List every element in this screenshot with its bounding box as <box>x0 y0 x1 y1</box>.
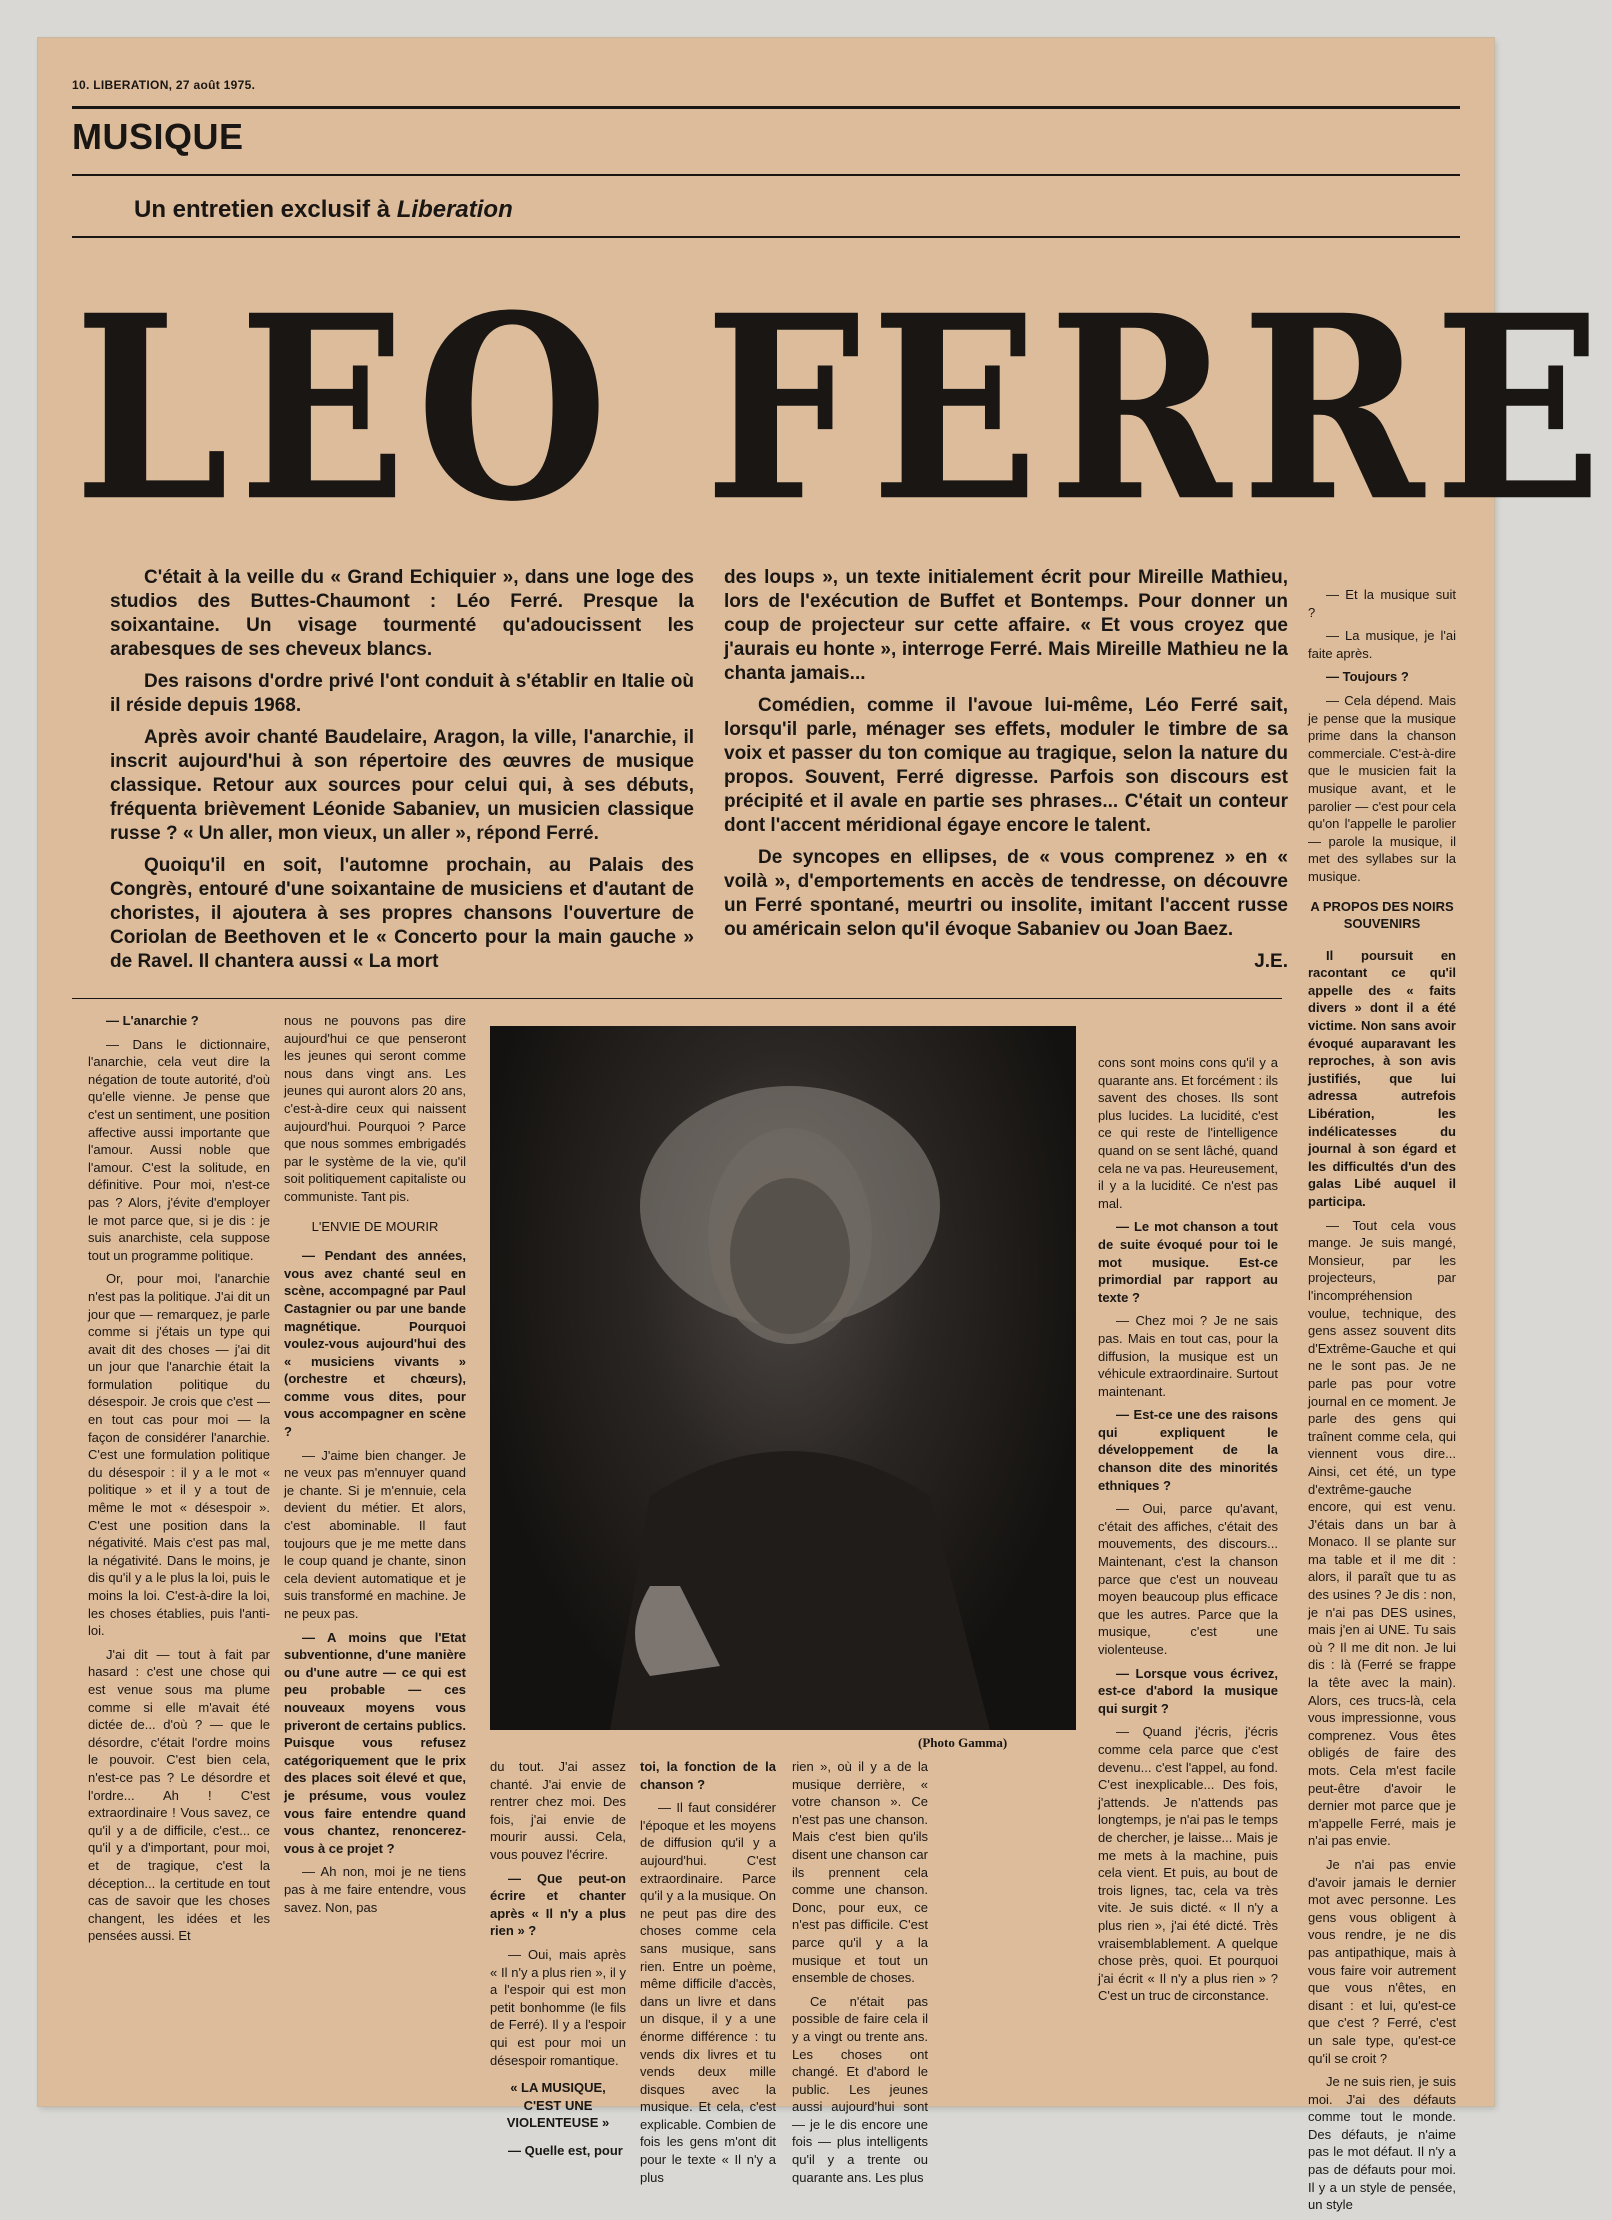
column-c-paragraph: — Quelle est, pour <box>508 2142 623 2158</box>
intro-paragraph: Des raisons d'ordre privé l'ont conduit à s'établir en Italie où il réside depuis 1968. <box>110 671 694 716</box>
subtitle-rule <box>72 236 1460 238</box>
column-c-paragraph: du tout. J'ai assez chanté. J'ai envie de rentrer chez moi. Des fois, j'ai envie de mourir aussi. Cela, vous pouvez l'écrire. <box>490 1759 626 1862</box>
right-paragraph: Il poursuit en racontant ce qu'il appelle des « faits divers » dont il a été victime. Non sans avoir évoqué auparavant les reproches, à son avis justifiés, que lui adressa autrefois Libération, les indélicatesses du journal à son égard et les difficultés d'un des galas Libé auquel il participa. <box>1308 947 1456 1209</box>
intro-paragraph: des loups », un texte initialement écrit pour Mireille Mathieu, lors de l'exécution de Buffet et Bontemps. Pour donner un coup de projecteur sur cette affaire. « Et vous croyez que j'aurais eu honte », interroge Ferré. Mais Mireille Mathieu ne la chanta jamais... <box>724 567 1288 684</box>
subtitle-prefix: Un entretien exclusif à <box>134 196 391 223</box>
newspaper-page <box>38 38 1612 2213</box>
column-f-paragraph: — Quand j'écris, j'écris comme cela parce que c'est devenu... c'est l'appel, au fond. C'est inexplicable... Des fois, j'attends. Je n'attends pas longtemps, je n'ai pas le temps de chercher, je laisse... Mais je me mets à la machine, puis cela vient. Et puis, au bout de trois lignes, tac, cela va très vite. Je suis dicté. « Il n'y a plus rien », j'ai été dicté. Très vraisemblablement. A quelque chose près, quoi. Et pourquoi j'ai écrit « Il n'y a plus rien » ? C'est un truc de circonstance. <box>1098 1724 1278 2004</box>
masthead-line: 10. LIBERATION, 27 août 1975. <box>72 78 256 92</box>
column-b-heading: L'ENVIE DE MOURIR <box>311 1218 439 1234</box>
column-a-paragraph: J'ai dit — tout à fait par hasard : c'est une chose qui est venue sous ma plume comme si elle m'avait été dictée de... d'où ? — que le désordre, c'était l'ordre moins le pouvoir. C'est bien cela, n'est-ce pas ? Le désordre et l'ordre... Ah ! C'est extraordinaire ! Vous savez, ce qu'il y a de difficile, c'est... ce qu'il y a d'important, pour moi, et de tragique, c'est la déception... la certitude en tout cas de savoir que les choses changent, les idées et les pensées aussi. Et <box>88 1646 270 1944</box>
intro-paragraph: C'était à la veille du « Grand Echiquier », dans une loge des studios des Buttes-Chaumont : Léo Ferré. Presque la soixantaine. Un visage tourmenté qu'adoucissent les arabesques de ses cheveux blancs. <box>110 567 694 660</box>
column-e-paragraph: Ce n'était pas possible de faire cela il y a vingt ou trente ans. Les choses ont changé. Et d'abord le public. Les jeunes aussi aujourd'hui sont — je le dis encore une fois — plus intelligents qu'il y a trente ou quarante ans. Les plus <box>792 1993 928 2185</box>
right-paragraph: Je n'ai pas envie d'avoir jamais le dernier mot avec personne. Les gens vous obligent à vous rendre, je ne dis pas antipathique, mais à vous faire voir autrement que vous n'êtes, en disant : et lui, qu'est-ce que c'est ? Ferré, c'est un sale type, qu'est-ce qu'il se croit ? <box>1308 1856 1456 2066</box>
column-f-paragraph: — Oui, parce qu'avant, c'était des affiches, c'était des mouvements, des discours... Maintenant, c'est la chanson parce que c'est un nouveau moyen beaucoup plus efficace que les autres. Parce que la musique, c'est une violenteuse. <box>1098 1501 1278 1657</box>
intro-col-1 <box>110 566 694 982</box>
right-heading: A PROPOS DES NOIRS SOUVENIRS <box>1310 898 1454 932</box>
column-a-paragraph: — L'anarchie ? <box>106 1013 199 1028</box>
column-a <box>88 1012 270 1951</box>
column-f-paragraph: — Lorsque vous écrivez, est-ce d'abord la musique qui surgit ? <box>1098 1665 1278 1716</box>
column-b-paragraph: nous ne pouvons pas dire aujourd'hui ce que penseront les jeunes qui seront comme nous dans vingt ans. Les jeunes qui auront alors 20 ans, c'est-à-dire ceux qui naissent aujourd'hui. Pourquoi ? Parce que nous sommes embrigadés par le système de la vie, qu'il soit politiquement capitaliste ou communiste. Tant pis. <box>284 1013 466 1204</box>
right-paragraph: — La musique, je l'ai faite après. <box>1308 628 1456 661</box>
intro-paragraph: Quoiqu'il en soit, l'automne prochain, au Palais des Congrès, entouré d'une soixantaine de musiciens et d'autant de choristes, il ajoutera à ses propres chansons l'ouverture de Coriolan de Beethoven et le « Concerto pour la main gauche » de Ravel. Il chantera aussi « La mort <box>110 855 694 972</box>
column-c-paragraph: — Oui, mais après « Il n'y a plus rien », il y a l'espoir qui est mon petit bonhomme (le fils de Ferré). Il y a l'espoir qui est pour moi un désespoir romantique. <box>490 1946 626 2068</box>
column-b-paragraph: — J'aime bien changer. Je ne veux pas m'ennuyer quand je chante. Si je m'ennuie, cela devient du métier. Et alors, c'est abominable. Il faut toujours que je me mette dans le coup quand je chante, sinon cela devient automatique et je suis transformé en machine. Je ne peux pas. <box>284 1447 466 1621</box>
column-a-paragraph: — Dans le dictionnaire, l'anarchie, cela veut dire la négation de toute autorité, d'où qu'elle vienne. Je pense que c'est un sentiment, une position affective aussi importante que l'amour. Aussi noble que l'amour. C'est la solitude, en définitive. Pour moi, n'est-ce pas ? Alors, j'évite d'employer le mot parce que, si je dis : je suis anarchiste, cela suppose tout un programme politique. <box>88 1036 270 1263</box>
column-e-paragraph: rien », où il y a de la musique derrière, « votre chanson ». Ce n'est pas une chanson. Mais c'est bien qu'ils disent une chanson car ils prennent cela comme une chanson. Donc, pour eux, ce n'est pas difficile. C'est parce qu'il y a la musique et tout un ensemble de choses. <box>792 1759 928 1986</box>
right-paragraph: — Tout cela vous mange. Je suis mangé, Monsieur, par les projecteurs, par l'incompréhension voulue, technique, des gens assez souvent dits d'Extrême-Gauche et qui ne le sont pas. Je ne parle pas pour votre journal en ce moment. Je parle des gens qui traînent comme cela, qui viennent vous dire... Ainsi, cet été, un type d'extrême-gauche encore, qui est venu. J'étais dans un bar à Monaco. Il se plante sur ma table et il me dit : alors, il paraît que tu as des usines ? Je dis : non, je n'ai pas DES usines, mais j'en ai UNE. Tu sais où ? Il me dit non. Je lui dis : là (Ferré se frappe la tête avec la main). Alors, ces trucs-là, cela vous impressionne, vous comprenez. Vous êtes obligés de faire des mots. Cela m'est facile peut-être d'avoir le dernier mot parce que je m'appelle Ferré, mais je n'ai pas envie. <box>1308 1217 1456 1849</box>
top-rule <box>72 106 1460 109</box>
intro-paragraph: De syncopes en ellipses, de « vous comprenez » en « voilà », d'emportements en accès de tendresse, on découvre un Ferré spontané, meurtri ou insolite, imitant l'accent russe ou américain selon qu'il évoque Sabaniev ou Joan Baez. <box>724 847 1288 940</box>
column-b <box>284 1012 466 1922</box>
right-paragraph: — Toujours ? <box>1326 669 1409 685</box>
section-title: MUSIQUE <box>72 116 244 157</box>
column-a-paragraph: Or, pour moi, l'anarchie n'est pas la politique. J'ai dit un jour que — remarquez, je parle comme si j'étais un type qui avait dit des choses — j'ai dit un jour que l'anarchie était la formulation politique du désespoir. Je crois que c'est — en tout cas pour moi — la façon de considérer l'anarchie. C'est une formulation politique du désespoir : il y a le mot « politique » et il y a tout de même le mot « désespoir ». C'est une position dans la négativité. Mais c'est pas mal, la négativité. Dans le moins, je dis qu'il y a le plus la loi, puis le moins la loi. C'est-à-dire la loi, les choses établies, puis l'anti-loi. <box>88 1271 270 1639</box>
column-c-heading: « LA MUSIQUE, C'EST UNE VIOLENTEUSE » <box>506 2080 610 2131</box>
section-rule <box>72 174 1460 176</box>
headline: LEO FERRE <box>74 259 1612 558</box>
column-c-paragraph: — Que peut-on écrire et chanter après « Il n'y a plus rien » ? <box>490 1870 626 1939</box>
column-b-paragraph: — Pendant des années, vous avez chanté seul en scène, accompagné par Paul Castagnier ou par une bande magnétique. Pourquoi voulez-vous aujourd'hui des « musiciens vivants » (orchestre et chœurs), comme vous dites, pour vous accompagner en scène ? <box>284 1248 466 1440</box>
interview-rule <box>72 998 1282 999</box>
column-f-paragraph: — Chez moi ? Je ne sais pas. Mais en tout cas, pour la diffusion, la musique est un véhicule extraordinaire. Surtout maintenant. <box>1098 1313 1278 1399</box>
column-f-paragraph: — Le mot chanson a tout de suite évoqué pour toi le mot musique. Est-ce primordial par rapport au texte ? <box>1098 1219 1278 1305</box>
portrait-photo <box>490 1026 1076 1730</box>
intro-col-2 <box>724 566 1288 982</box>
column-f-paragraph: cons sont moins cons qu'il y a quarante ans. Et forcément : ils savent des choses. Ils sont plus lucides. La lucidité, c'est ce qui reste de l'intelligence quand on se sent lâché, quand cela ne va pas. Heureusement, il y a la lucidité. Ce n'est pas mal. <box>1098 1055 1278 1211</box>
column-d-paragraph: — Il faut considérer l'époque et les moyens de diffusion qu'il y a aujourd'hui. C'est extraordinaire. Parce qu'il y a la musique. On ne peut pas dire des choses comme cela sans musique, sans rien. Entre un poème, même difficile d'accès, dans un livre et dans un disque, il y a une énorme différence : tu vends dix livres et tu vends deux mille disques avec la musique. Et cela, c'est explicable. Combien de fois les gens m'ont dit pour le texte « Il n'y a plus <box>640 1800 776 2185</box>
intro-paragraph: Comédien, comme il l'avoue lui-même, Léo Ferré sait, lorsqu'il parle, ménager ses effets, moduler le timbre de sa voix et passer du ton comique au tragique, selon la nature du propos. Souvent, Ferré digresse. Parfois son discours est précipité et il avale en partie ses phrases... C'était un conteur dont l'accent méridional égaye encore le talent. <box>724 695 1288 836</box>
intro-signature: J.E. <box>1254 951 1288 972</box>
subtitle-paper: Liberation <box>396 196 513 223</box>
column-b-paragraph: — Ah non, moi je ne tiens pas à me faire entendre, vous savez. Non, pas <box>284 1864 466 1915</box>
right-paragraph: — Et la musique suit ? <box>1308 587 1456 620</box>
column-f-paragraph: — Est-ce une des raisons qui expliquent le développement de la chanson dite des minorités ethniques ? <box>1098 1407 1278 1493</box>
intro-paragraph: Après avoir chanté Baudelaire, Aragon, la ville, l'anarchie, il inscrit aujourd'hui à son répertoire des œuvres de musique classique. Retour aux sources pour celui qui, à ses débuts, fréquenta brièvement Léonide Sabaniev, un musicien classique russe ? « Un aller, mon vieux, un aller », répond Ferré. <box>110 727 694 844</box>
column-f <box>1098 1054 1278 2011</box>
portrait-illustration <box>490 1026 1076 1730</box>
column-d <box>640 1758 776 2192</box>
right-paragraph: Je ne suis rien, je suis moi. J'ai des défauts comme tout le monde. Des défauts, je n'aime pas le mot défaut. Il n'y a pas de défauts pour moi. Il y a un style de pensée, un style <box>1308 2074 1456 2213</box>
column-c <box>490 1758 626 2165</box>
right-column <box>1308 586 1456 2220</box>
photo-credit: (Photo Gamma) <box>918 1735 1008 1750</box>
column-e <box>792 1758 928 2192</box>
subtitle <box>134 196 513 224</box>
column-b-paragraph: — A moins que l'Etat subventionne, d'une manière ou d'une autre — ce qui est peu probable — ces nouveaux moyens vous priveront de certains publics. Puisque vous refusez catégoriquement que le prix des places soit élevé et que, je présume, vous voulez vous faire entendre quand vous chantez, renoncerez-vous à ce projet ? <box>284 1629 466 1856</box>
right-paragraph: — Cela dépend. Mais je pense que la musique prime dans la chanson commerciale. C'est-à-dire que le musicien fait la musique avant, et le parolier — c'est pour cela qu'on l'appelle le parolier — parole la musique, il met des syllabes sur la musique. <box>1308 692 1456 884</box>
column-d-paragraph: toi, la fonction de la chanson ? <box>640 1759 776 1792</box>
